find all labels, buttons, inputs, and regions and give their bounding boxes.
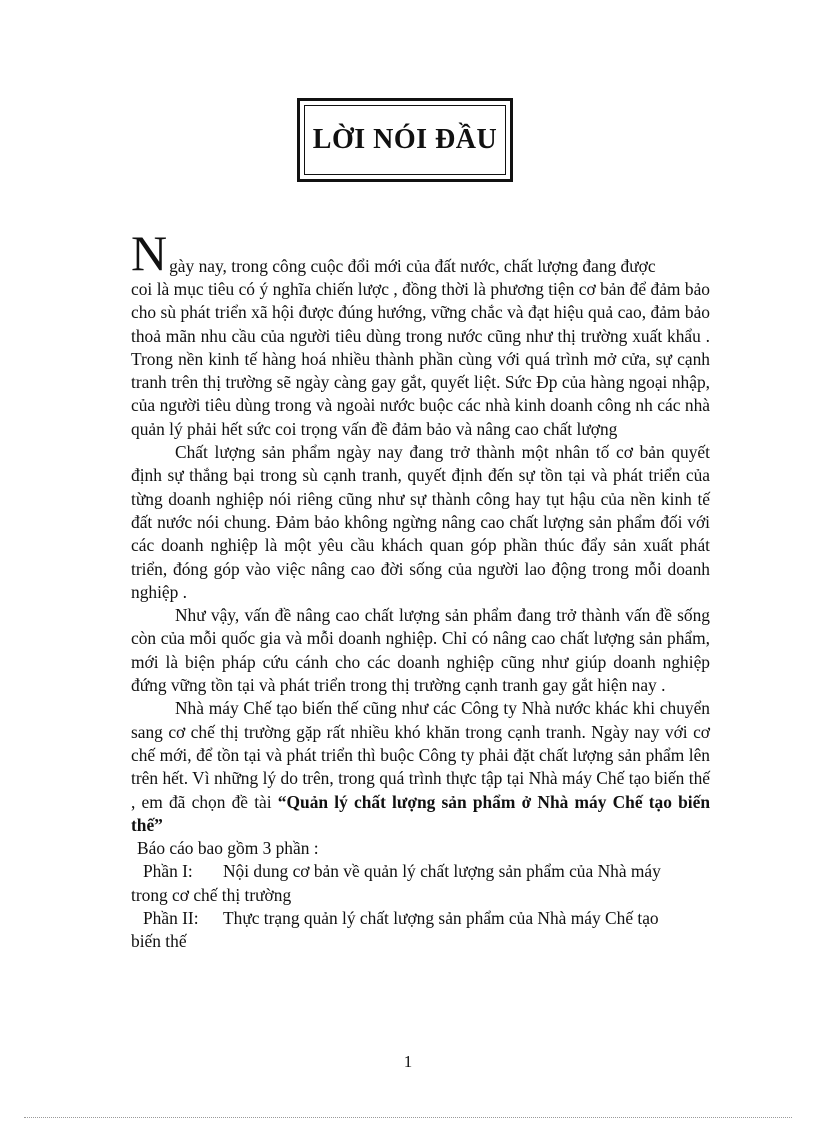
outline-part-1: [131, 860, 710, 883]
part-2-text: Thực trạng quản lý chất lượng sản phẩm của Nhà máy Chế tạo: [223, 908, 659, 929]
outline-intro: Báo cáo bao gồm 3 phần :: [137, 838, 319, 859]
paragraph-quality-factor: Chất lượng sản phẩm ngày nay đang trở thành một nhân tố cơ bản quyết định sự thắng bại trong sù cạnh tranh, quyết định đến sự tồn tại và phát triển của từng doanh nghiệp nói riêng cũng như sự thành công hay tụt hậu của nền kinh tế đất nước nói chung. Đảm bảo không ngừng nâng cao chất lượng sản phẩm đối với các doanh nghiệp là một yêu cầu khách quan góp phần thúc đẩy sản xuất phát triển, đóng góp vào việc nâng cao đời sống của người lao động trong mỗi doanh nghiệp .: [131, 442, 710, 602]
outline-part-1-continuation: trong cơ chế thị trường: [131, 884, 292, 905]
paragraph-survival-issue: Như vậy, vấn đề nâng cao chất lượng sản phẩm đang trở thành vấn đề sống còn của mỗi quốc gia và mỗi doanh nghiệp. Chỉ có nâng cao chất lượng sản phẩm, mới là biện pháp cứu cánh cho các doanh nghiệp cũng như giúp doanh nghiệp đứng vững tồn tại và phát triển trong thị trường cạnh tranh gay gắt hiện nay .: [131, 605, 710, 696]
page-number: 1: [403, 1052, 413, 1071]
report-topic: “Quản lý chất lượng sản phẩm ở Nhà máy Chế tạo biến thế”: [131, 791, 711, 835]
page-title: LỜI NÓI ĐẦU: [312, 124, 498, 155]
part-2-label: Phần II:: [143, 908, 199, 929]
outline-part-2: [131, 907, 710, 930]
factory-paragraph-text: Nhà máy Chế tạo biến thế cũng như các Công ty Nhà nước khác khi chuyển sang cơ chế thị trường gặp rất nhiều khó khăn trong cạnh tranh. Ngày nay với cơ chế mới, để tồn tại và phát triển thì buộc Công ty phải đặt chất lượng sản phẩm lên trên hết. Vì những lý do trên, trong quá trình thực tập tại Nhà máy Chế tạo biến thế , em đã chọn đề tài: [131, 698, 710, 812]
part-1-label: Phần I:: [143, 861, 193, 882]
title-frame: [297, 98, 513, 182]
title-inner-frame: [304, 105, 506, 175]
part-1-text: Nội dung cơ bản về quản lý chất lượng sản phẩm của Nhà máy: [223, 861, 661, 882]
body-content: [131, 278, 710, 954]
footer-dotted-rule: [24, 1117, 792, 1118]
drop-cap: N: [131, 225, 168, 281]
paragraph-factory: [131, 697, 710, 837]
intro-paragraph-rest: coi là mục tiêu có ý nghĩa chiến lược , đồng thời là phương tiện cơ bản để đảm bảo cho sù phát triển xã hội được đúng hướng, vững chắc và đạt hiệu quả cao, đảm bảo thoả mãn nhu cầu của người tiêu dùng trong nước cũng như thị trường xuất khẩu . Trong nền kinh tế hàng hoá nhiều thành phần cùng với quá trình mở cửa, sự cạnh tranh trên thị trường sẽ ngày càng gay gắt, quyết liệt. Sức Đp của hàng ngoại nhập, của người tiêu dùng trong và ngoài nước buộc các nhà kinh doanh công nh các nhà quản lý phải hết sức coi trọng vấn đề đảm bảo và nâng cao chất lượng: [131, 279, 710, 439]
intro-first-line-text: gày nay, trong công cuộc đổi mới của đất nước, chất lượng đang được: [169, 256, 656, 276]
outline-part-2-continuation: biến thế: [131, 931, 187, 952]
